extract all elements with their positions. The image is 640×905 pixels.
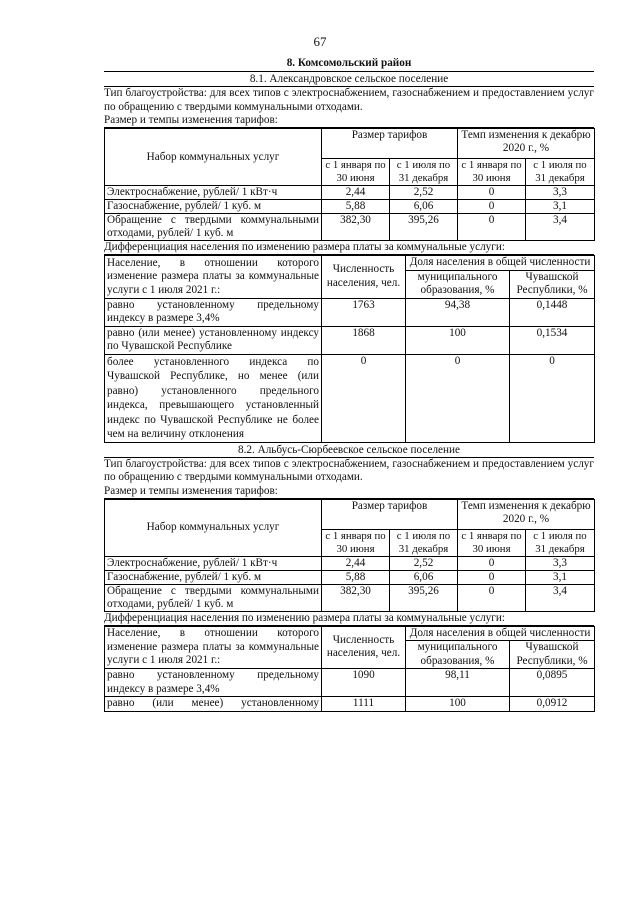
population-label-cell: равно установленному предельному индексу в размере 3,4% [105,298,322,326]
col-population-header: Население, в отношении которого изменение размера платы за коммунальные услуги с 1 июля 2021 г.: [105,626,322,669]
col-rate-header: Темп изменения к декабрю 2020 г., % [458,129,595,159]
col-service-header: Набор коммунальных услуг [105,499,322,556]
republic-share-cell: 0,1448 [510,298,595,326]
municipal-share-cell: 100 [406,326,510,354]
col-size-header: Размер тарифов [322,499,458,529]
tariff-value-cell: 2,52 [390,556,458,570]
district-title: 8. Комсомольский район [104,56,594,72]
table-row [105,326,595,354]
table-row [105,298,595,326]
col-municipal-header: муниципального образования, % [406,270,510,298]
republic-share-cell: 0,0912 [510,697,595,712]
table-row [105,697,595,712]
rate-value-cell: 0 [458,214,526,241]
table-row [105,186,595,200]
service-cell: Электроснабжение, рублей/ 1 кВт·ч [105,186,322,200]
pop-header-row [105,256,595,271]
rate-value-cell: 0 [458,556,526,570]
table-row [105,556,595,570]
page-content [104,56,594,712]
col-republic-header: Чувашской Республики, % [510,641,595,669]
page-number: 67 [313,34,327,49]
service-cell: Обращение с твердыми коммунальными отходами, рублей/ 1 куб. м [105,214,322,241]
sub-jul2-header: с 1 июля по 31 декабря [526,159,595,186]
col-share-header: Доля населения в общей численности [406,256,595,271]
rate-value-cell: 3,4 [526,214,595,241]
rate-value-cell: 3,4 [526,584,595,611]
col-republic-header: Чувашской Республики, % [510,270,595,298]
rate-value-cell: 3,1 [526,570,595,584]
rate-value-cell: 0 [458,584,526,611]
settlement-title: 8.2. Альбусь-Сюрбеевское сельское поселение [104,443,594,458]
tariff-value-cell: 2,44 [322,186,390,200]
count-cell: 1090 [322,669,406,697]
sub-jul-header: с 1 июля по 31 декабря [390,529,458,556]
service-cell: Электроснабжение, рублей/ 1 кВт·ч [105,556,322,570]
rate-value-cell: 0 [458,186,526,200]
service-cell: Обращение с твердыми коммунальными отходами, рублей/ 1 куб. м [105,584,322,611]
col-count-header: Численность населения, чел. [322,256,406,299]
sub-jan-header: с 1 января по 30 июня [322,159,390,186]
tariff-table [104,128,595,241]
tariff-value-cell: 2,44 [322,556,390,570]
tariff-value-cell: 6,06 [390,570,458,584]
population-table [104,626,595,712]
sub-jan2-header: с 1 января по 30 июня [458,529,526,556]
municipal-share-cell: 0 [406,354,510,442]
diff-label: Дифференциация населения по изменению размера платы за коммунальные услуги: [104,241,594,255]
col-size-header: Размер тарифов [322,129,458,159]
tariff-value-cell: 5,88 [322,200,390,214]
pop-header-row [105,626,595,641]
municipal-share-cell: 94,38 [406,298,510,326]
service-cell: Газоснабжение, рублей/ 1 куб. м [105,570,322,584]
col-rate-header: Темп изменения к декабрю 2020 г., % [458,499,595,529]
rate-value-cell: 0 [458,570,526,584]
diff-label: Дифференциация населения по изменению размера платы за коммунальные услуги: [104,612,594,626]
tariff-header-row [105,129,595,159]
population-label-cell: равно (или менее) установленному индексу по Чувашской Республике [105,326,322,354]
table-row [105,354,595,442]
table-row [105,669,595,697]
tariff-value-cell: 382,30 [322,584,390,611]
municipal-share-cell: 98,11 [406,669,510,697]
tariff-value-cell: 395,26 [390,214,458,241]
table-row [105,200,595,214]
tariff-value-cell: 2,52 [390,186,458,200]
sub-jan2-header: с 1 января по 30 июня [458,159,526,186]
tariff-value-cell: 395,26 [390,584,458,611]
col-share-header: Доля населения в общей численности [406,626,595,641]
rate-value-cell: 3,3 [526,186,595,200]
table-row [105,570,595,584]
tariff-value-cell: 5,88 [322,570,390,584]
republic-share-cell: 0,1534 [510,326,595,354]
col-count-header: Численность населения, чел. [322,626,406,669]
service-cell: Газоснабжение, рублей/ 1 куб. м [105,200,322,214]
count-cell: 1763 [322,298,406,326]
republic-share-cell: 0 [510,354,595,442]
population-label-cell: равно установленному предельному индексу в размере 3,4% [105,669,322,697]
population-label-cell: более установленного индекса по Чувашской Республике, но менее (или равно) установленного предельного индекса, превышающего установленный индекс по Чувашской Республике не более чем на величину отклонения [105,354,322,442]
table-row [105,584,595,611]
count-cell: 1111 [322,697,406,712]
col-municipal-header: муниципального образования, % [406,641,510,669]
republic-share-cell: 0,0895 [510,669,595,697]
tariff-value-cell: 382,30 [322,214,390,241]
table-row [105,214,595,241]
sub-jul2-header: с 1 июля по 31 декабря [526,529,595,556]
rate-value-cell: 0 [458,200,526,214]
settlement-section [104,72,594,443]
improvement-text: Тип благоустройства: для всех типов с электроснабжением, газоснабжением и предоставлением услуг по обращению с твердыми коммунальными отходами. [104,87,594,113]
tariff-header-row [105,499,595,529]
sub-jul-header: с 1 июля по 31 декабря [390,159,458,186]
settlement-title: 8.1. Александровское сельское поселение [104,72,594,87]
municipal-share-cell: 100 [406,697,510,712]
col-service-header: Набор коммунальных услуг [105,129,322,186]
improvement-text: Тип благоустройства: для всех типов с электроснабжением, газоснабжением и предоставлением услуг по обращению с твердыми коммунальными отходами. [104,457,594,483]
sub-jan-header: с 1 января по 30 июня [322,529,390,556]
count-cell: 1868 [322,326,406,354]
population-label-cell: равно (или менее) установленному [105,697,322,712]
settlement-section [104,443,594,712]
tariff-value-cell: 6,06 [390,200,458,214]
rate-value-cell: 3,1 [526,200,595,214]
count-cell: 0 [322,354,406,442]
population-table [104,255,595,443]
tariff-table [104,499,595,612]
col-population-header: Население, в отношении которого изменение размера платы за коммунальные услуги с 1 июля 2021 г.: [105,256,322,299]
rate-value-cell: 3,3 [526,556,595,570]
tariff-label: Размер и темпы изменения тарифов: [104,485,594,499]
tariff-label: Размер и темпы изменения тарифов: [104,114,594,128]
